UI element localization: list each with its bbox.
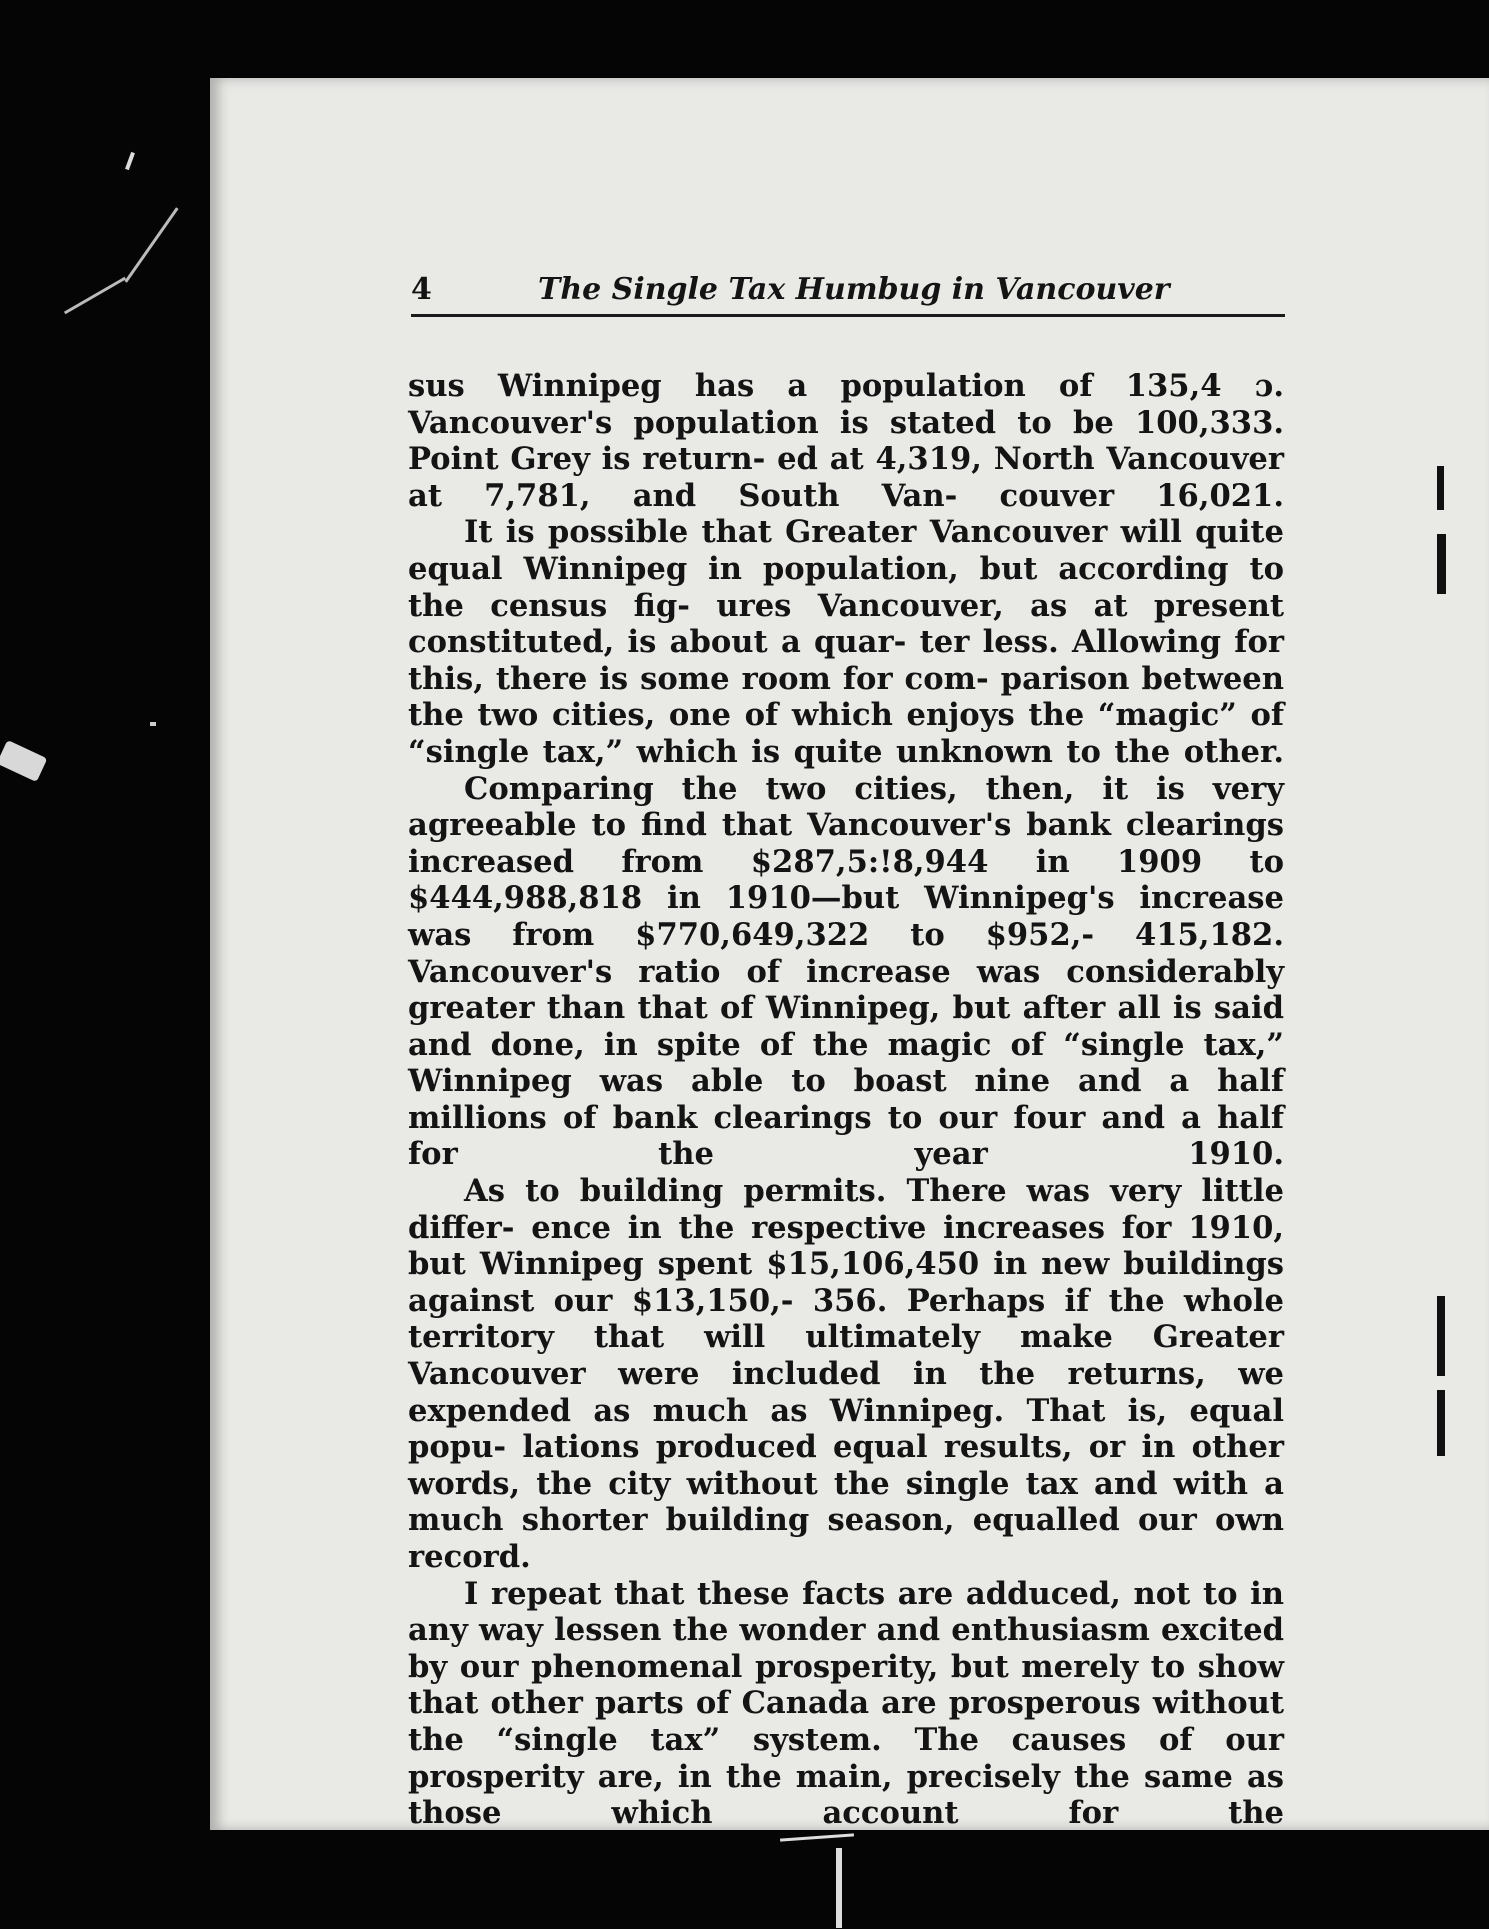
scan-speck <box>1437 1390 1445 1456</box>
scan-streak <box>836 1848 842 1928</box>
text-line: As to building permits. There was very little differ- <box>408 1173 1284 1246</box>
text-line: 356. Perhaps if the whole territory that will ultimately <box>408 1282 1284 1356</box>
text-line: Winnipeg's increase was from $770,649,322 to $952,- <box>408 880 1284 953</box>
body-text <box>408 368 1284 1832</box>
scan-speck <box>0 740 47 782</box>
text-line: other. <box>1183 733 1284 770</box>
text-line: I repeat that these facts are adduced, not to in any <box>408 1575 1284 1649</box>
text-line: precisely the same as those which account for the <box>408 1758 1284 1832</box>
text-line: ter less. Allowing for this, there is some room for com- <box>408 624 1284 697</box>
page-number: 4 <box>411 272 432 307</box>
scan-streak <box>64 277 126 315</box>
scan-speck <box>1437 534 1446 594</box>
text-line: $287,5:!8,944 in 1909 to $444,988,818 in 1910—but <box>408 843 1284 917</box>
text-line: without the single tax and with a much shorter building <box>408 1465 1284 1539</box>
text-line: parts of Canada are prosperous without the “single tax” <box>408 1685 1284 1758</box>
text-line: ures Vancouver, as at present constituted, is about a quar- <box>408 587 1284 661</box>
text-line: done, in spite of the magic of “single tax,” Winnipeg was <box>408 1026 1284 1100</box>
paragraph <box>408 514 1284 770</box>
text-line: way lessen the wonder and enthusiasm excited by our <box>408 1612 1284 1685</box>
scan-speck <box>1437 466 1444 510</box>
text-line: sus Winnipeg has a population of 135,4 ɔ. Vancouver's <box>408 368 1284 441</box>
text-line: population is stated to be 100,333. Point Grey is return- <box>408 404 1285 478</box>
text-line: Comparing the two cities, then, it is very agreeable to <box>408 770 1284 844</box>
text-line: system. The causes of our prosperity are, in the main, <box>408 1721 1284 1795</box>
text-line: our four and a half for the year 1910. <box>408 1099 1284 1173</box>
page-header <box>411 266 1285 317</box>
text-line: 415,182. Vancouver's ratio of increase was considerably <box>408 916 1284 990</box>
text-line: couver 16,021. <box>999 477 1284 514</box>
text-line: find that Vancouver's bank clearings increased from <box>408 807 1284 880</box>
text-line: phenomenal prosperity, but merely to show that other <box>408 1648 1285 1722</box>
scan-speck <box>150 722 156 726</box>
text-line: “magic” of “single tax,” which is quite unknown to the <box>408 697 1285 770</box>
text-line: greater than that of Winnipeg, but after all is said and <box>408 990 1284 1063</box>
scan-speck <box>1437 1296 1445 1376</box>
text-line: parison between the two cities, one of which enjoys the <box>408 660 1284 734</box>
text-line: spent $15,106,450 in new buildings against our $13,150,- <box>408 1246 1285 1319</box>
text-line: lations produced equal results, or in other words, the city <box>408 1429 1284 1502</box>
scan-speck <box>125 152 135 170</box>
scan-streak <box>124 207 178 282</box>
paragraph <box>408 1576 1284 1832</box>
paragraph <box>408 1173 1284 1576</box>
paragraph <box>408 368 1284 514</box>
paragraph <box>408 771 1284 1174</box>
running-title: The Single Tax Humbug in Vancouver <box>538 272 1170 307</box>
text-line: ence in the respective increases for 1910, but Winnipeg <box>408 1209 1285 1283</box>
text-line: we expended as much as Winnipeg. That is, equal popu- <box>408 1356 1285 1466</box>
text-line: Winnipeg in population, but according to the census fig- <box>408 550 1284 624</box>
scan-streak <box>780 1833 854 1841</box>
text-line: make Greater Vancouver were included in the returns, <box>408 1319 1285 1393</box>
text-line: ed at 4,319, North Vancouver at 7,781, and South Van- <box>408 441 1284 514</box>
text-line: able to boast nine and a half millions of bank clearings to <box>408 1063 1284 1136</box>
text-line: season, equalled our own record. <box>408 1502 1285 1575</box>
text-line: It is possible that Greater Vancouver will quite equal <box>408 514 1284 587</box>
